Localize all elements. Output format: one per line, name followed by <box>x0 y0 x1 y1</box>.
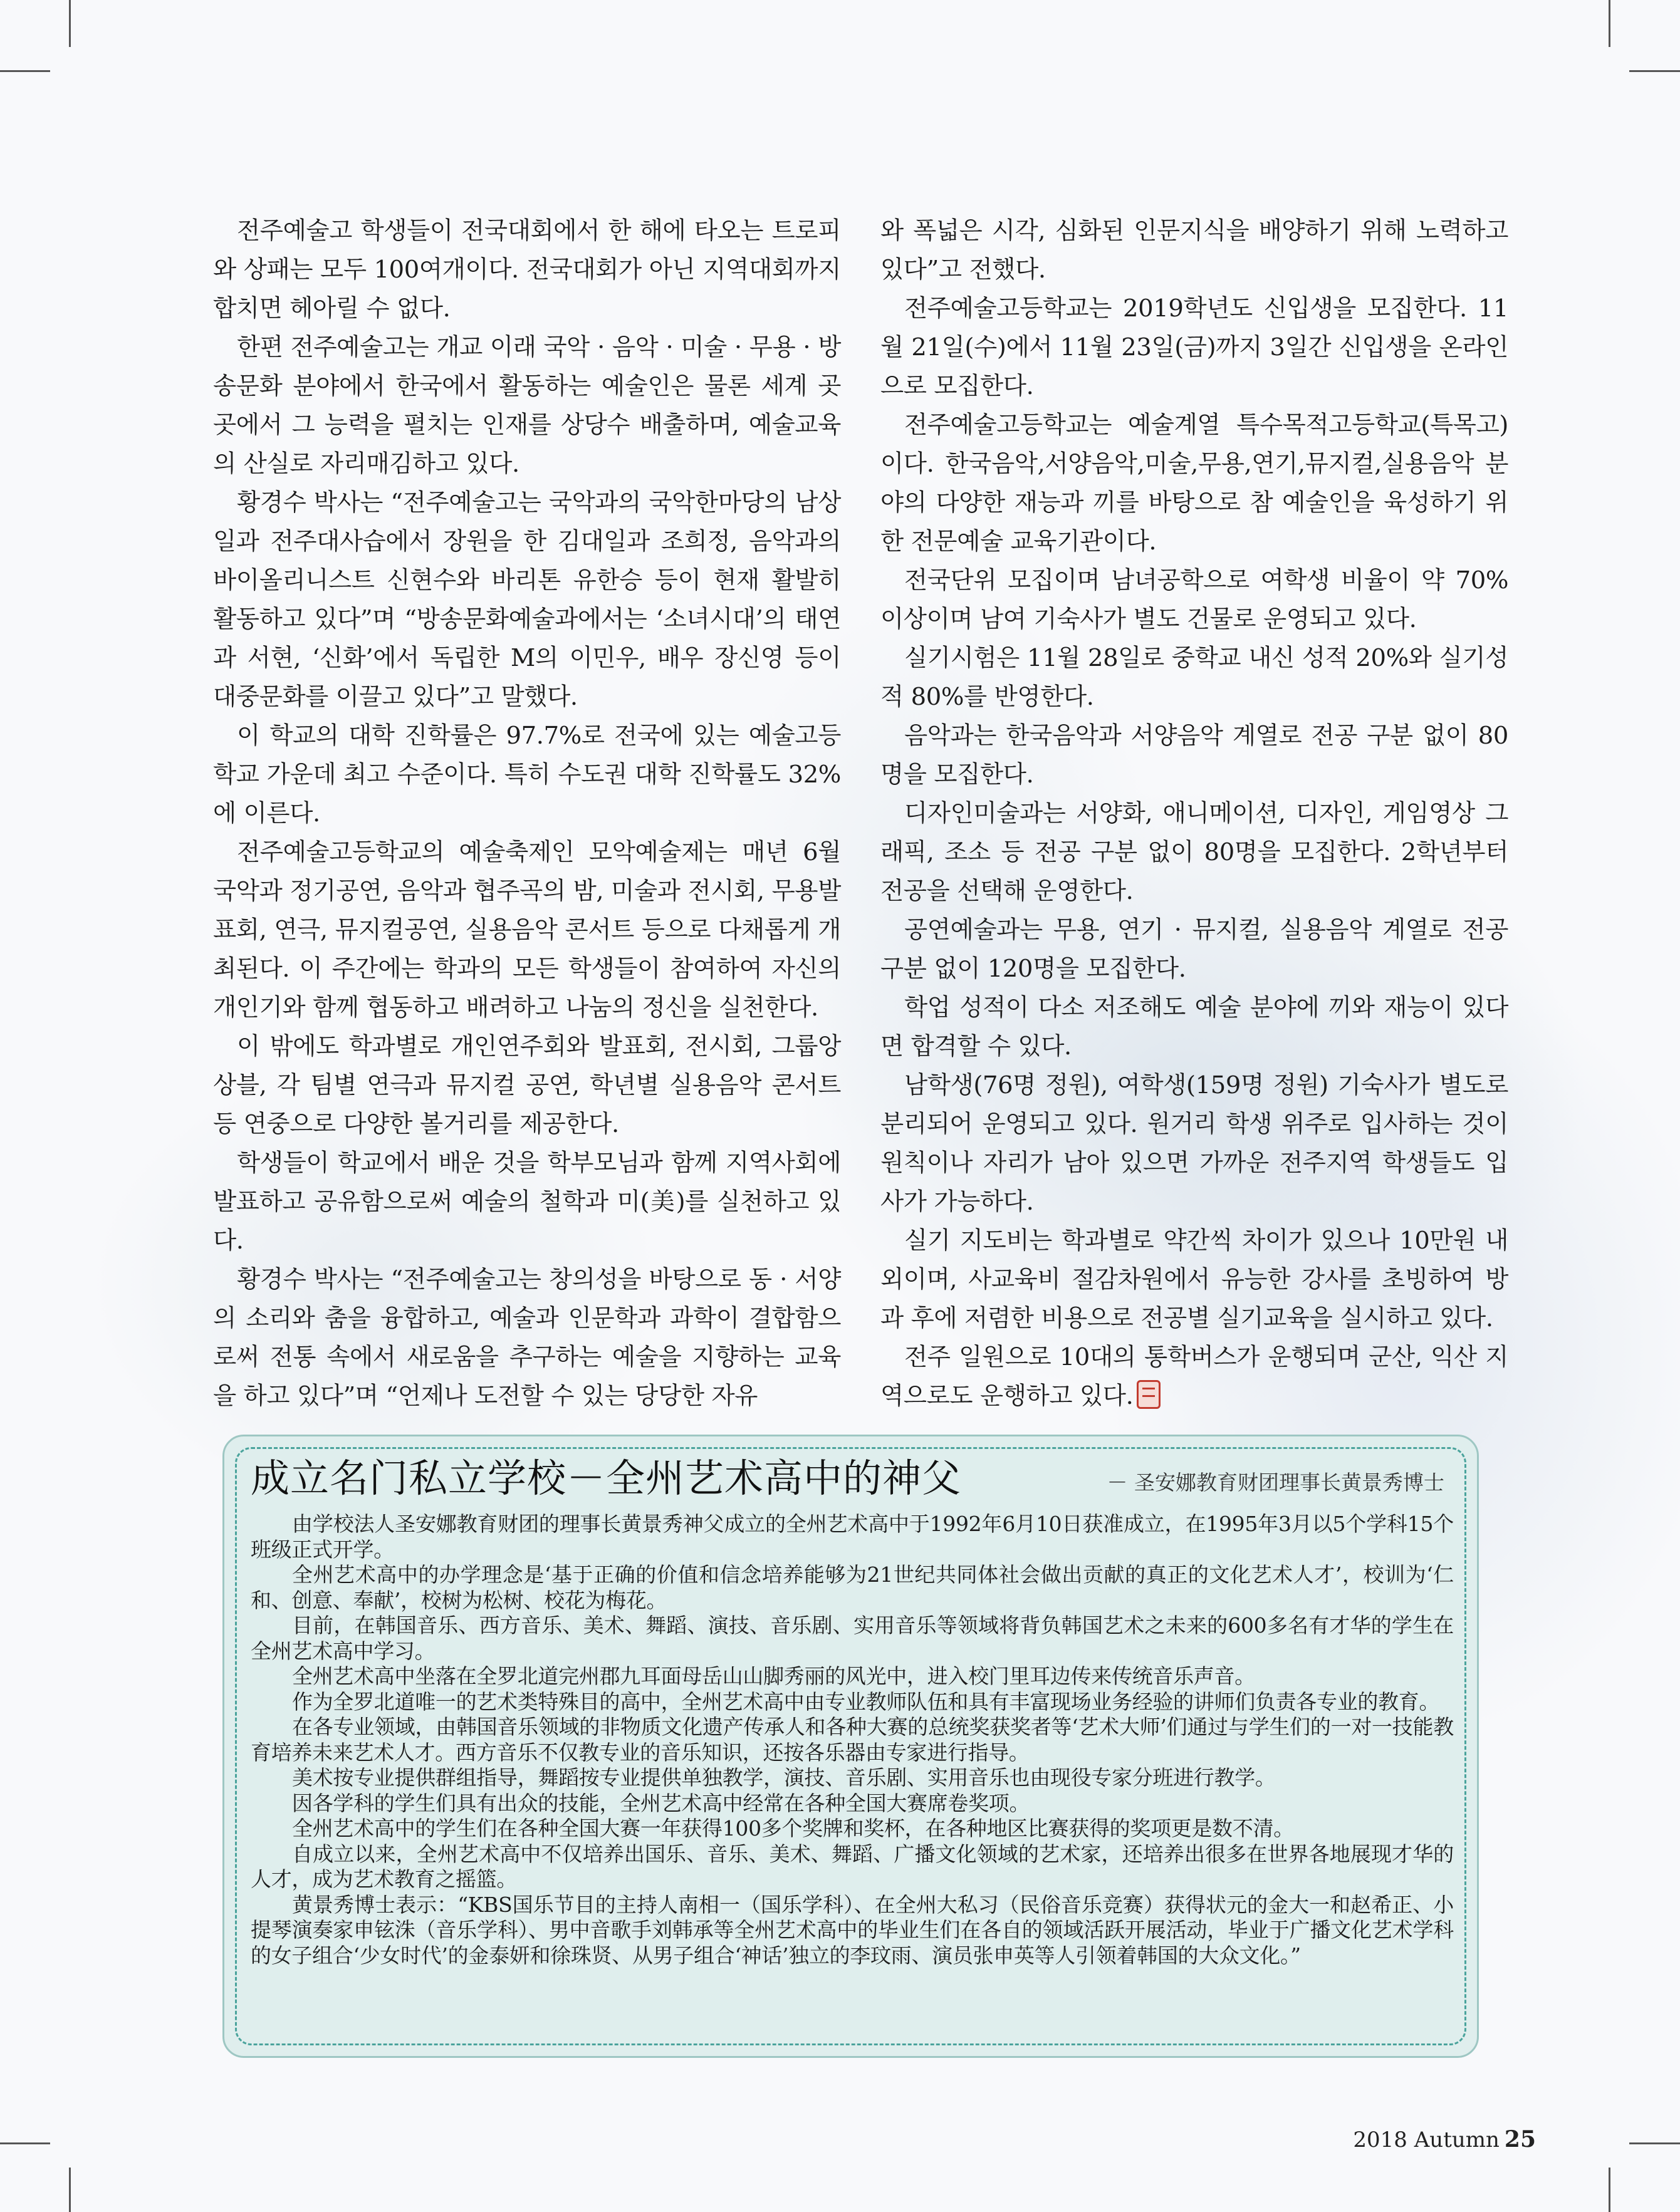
box-paragraph: 全州艺术高中坐落在全罗北道完州郡九耳面母岳山山脚秀丽的风光中，进入校门里耳边传来传统音乐声音。 <box>292 1664 1255 1688</box>
chinese-summary-box <box>222 1435 1479 2058</box>
crop-mark-bottom-left-v <box>69 2168 71 2212</box>
box-subtitle: － 圣安娜教育财团理事长黄景秀博士 <box>1107 1470 1444 1495</box>
paragraph: 황경수 박사는 “전주예술고는 국악과의 국악한마당의 남상일과 전주대사습에서 장원을 한 김대일과 조희정, 음악과의 바이올리니스트 신현수와 바리톤 유한승 등이 현재 활발히 활동하고 있다”며 “방송문화예술과에서는 ‘소녀시대’의 태연과 서현, ‘신화’에서 독립한 M의 이민우, 배우 장신영 등이 대중문화를 이끌고 있다”고 말했다. <box>213 489 841 711</box>
box-paragraph: 因各学科的学生们具有出众的技能，全州艺术高中经常在各种全国大赛席卷奖项。 <box>292 1790 1030 1815</box>
paragraph: 이 밖에도 학과별로 개인연주회와 발표회, 전시회, 그룹앙상블, 각 팀별 연극과 뮤지컬 공연, 학년별 실용음악 콘서트 등 연중으로 다양한 볼거리를 제공한다. <box>213 1032 841 1138</box>
crop-mark-top-right-h <box>1629 70 1680 72</box>
box-paragraph: 美术按专业提供群组指导，舞蹈按专业提供单独教学，演技、音乐剧、实用音乐也由现役专家分班进行教学。 <box>292 1765 1276 1790</box>
page-number: 25 <box>1504 2126 1536 2152</box>
paragraph: 남학생(76명 정원), 여학생(159명 정원) 기숙사가 별도로 분리되어 운영되고 있다. 원거리 학생 위주로 입사하는 것이 원칙이나 자리가 남아 있으면 가까운 전주지역 학생들도 입사가 가능하다. <box>880 1071 1508 1216</box>
paragraph: 전국단위 모집이며 남녀공학으로 여학생 비율이 약 70% 이상이며 남여 기숙사가 별도 건물로 운영되고 있다. <box>880 566 1508 633</box>
paragraph: 디자인미술과는 서양화, 애니메이션, 디자인, 게임영상 그래픽, 조소 등 전공 구분 없이 80명을 모집한다. 2학년부터 전공을 선택해 운영한다. <box>880 799 1508 905</box>
paragraph: 음악과는 한국음악과 서양음악 계열로 전공 구분 없이 80명을 모집한다. <box>880 722 1508 789</box>
box-paragraph: 全州艺术高中的办学理念是‘基于正确的价值和信念培养能够为21世纪共同体社会做出贡献的真正的文化艺术人才’，校训为‘仁和、创意、奉献’，校树为松树、校花为梅花。 <box>251 1562 1454 1612</box>
box-paragraph: 目前，在韩国音乐、西方音乐、美术、舞蹈、演技、音乐剧、实用音乐等领域将背负韩国艺术之未来的600多名有才华的学生在全州艺术高中学习。 <box>251 1613 1454 1663</box>
crop-mark-bottom-left-h <box>0 2142 50 2144</box>
crop-mark-bottom-right-v <box>1609 2168 1610 2212</box>
paragraph: 학생들이 학교에서 배운 것을 학부모님과 함께 지역사회에 발표하고 공유함으로써 예술의 철학과 미(美)를 실천하고 있다. <box>213 1149 841 1255</box>
paragraph: 한편 전주예술고는 개교 이래 국악 · 음악 · 미술 · 무용 · 방송문화 분야에서 한국에서 활동하는 예술인은 물론 세계 곳곳에서 그 능력을 펼치는 인재를 상당수 배출하며, 예술교육의 산실로 자리매김하고 있다. <box>213 333 841 478</box>
paragraph: 전주예술고등학교는 예술계열 특수목적고등학교(특목고)이다. 한국음악,서양음악,미술,무용,연기,뮤지컬,실용음악 분야의 다양한 재능과 끼를 바탕으로 참 예술인을 육성하기 위한 전문예술 교육기관이다. <box>880 411 1508 556</box>
paragraph: 와 폭넓은 시각, 심화된 인문지식을 배양하기 위해 노력하고 있다”고 전했다. <box>880 217 1508 284</box>
paragraph: 실기시험은 11월 28일로 중학교 내신 성적 20%와 실기성적 80%를 반영한다. <box>880 644 1508 711</box>
paragraph: 이 학교의 대학 진학률은 97.7%로 전국에 있는 예술고등학교 가운데 최고 수준이다. 특히 수도권 대학 진학률도 32%에 이른다. <box>213 722 841 828</box>
paragraph: 실기 지도비는 학과별로 약간씩 차이가 있으나 10만원 내외이며, 사교육비 절감차원에서 유능한 강사를 초빙하여 방과 후에 저렴한 비용으로 전공별 실기교육을 실시하고 있다. <box>880 1227 1508 1332</box>
article-right-column <box>880 212 1508 1416</box>
box-title: 成立名门私立学校－全州艺术高中的神父 <box>251 1455 962 1501</box>
box-paragraph: 在各专业领域，由韩国音乐领域的非物质文化遗产传承人和各种大赛的总统奖获奖者等‘艺术大师’们通过与学生们的一对一技能教育培养未来艺术人才。西方音乐不仅教专业的音乐知识，还按各乐器由专家进行指导。 <box>251 1715 1454 1765</box>
paragraph: 전주예술고등학교의 예술축제인 모악예술제는 매년 6월 국악과 정기공연, 음악과 협주곡의 밤, 미술과 전시회, 무용발표회, 연극, 뮤지컬공연, 실용음악 콘서트 등으로 다채롭게 개최된다. 이 주간에는 학과의 모든 학생들이 참여하여 자신의 개인기와 함께 협동하고 배려하고 나눔의 정신을 실천한다. <box>213 838 841 1022</box>
page-footer <box>1353 2127 1536 2152</box>
crop-mark-top-left-h <box>0 70 50 72</box>
article-left-column <box>213 212 841 1416</box>
box-paragraph: 全州艺术高中的学生们在各种全国大赛一年获得100多个奖牌和奖杯，在各种地区比赛获得的奖项更是数不清。 <box>292 1816 1294 1841</box>
paragraph-last <box>880 1338 1508 1416</box>
paragraph: 황경수 박사는 “전주예술고는 창의성을 바탕으로 동 · 서양의 소리와 춤을 융합하고, 예술과 인문학과 과학이 결합함으로써 전통 속에서 새로움을 추구하는 예술을 지향하는 교육을 하고 있다”며 “언제나 도전할 수 있는 당당한 자유 <box>213 1265 841 1410</box>
paragraph: 전주예술고등학교는 2019학년도 신입생을 모집한다. 11월 21일(수)에서 11월 23일(금)까지 3일간 신입생을 온라인으로 모집한다. <box>880 294 1508 400</box>
paragraph: 공연예술과는 무용, 연기 · 뮤지컬, 실용음악 계열로 전공 구분 없이 120명을 모집한다. <box>880 916 1508 983</box>
box-paragraph: 作为全罗北道唯一的艺术类特殊目的高中，全州艺术高中由专业教师队伍和具有丰富现场业务经验的讲师们负责各专业的教育。 <box>292 1689 1440 1714</box>
crop-mark-top-left-v <box>69 0 71 47</box>
issue-label: 2018 Autumn <box>1353 2127 1500 2152</box>
paragraph: 학업 성적이 다소 저조해도 예술 분야에 끼와 재능이 있다면 합격할 수 있다. <box>880 994 1508 1061</box>
box-paragraph: 自成立以来，全州艺术高中不仅培养出国乐、音乐、美术、舞蹈、广播文化领域的艺术家，还培养出很多在世界各地展现才华的人才，成为艺术教育之摇篮。 <box>251 1841 1454 1891</box>
paragraph: 전주예술고 학생들이 전국대회에서 한 해에 타오는 트로피와 상패는 모두 100여개이다. 전국대회가 아닌 지역대회까지 합치면 헤아릴 수 없다. <box>213 217 841 323</box>
end-seal-icon <box>1137 1380 1161 1409</box>
paragraph-text: 전주 일원으로 10대의 통학버스가 운행되며 군산, 익산 지역으로도 운행하고 있다. <box>880 1343 1508 1410</box>
box-paragraph: 黄景秀博士表示：“KBS国乐节目的主持人南相一（国乐学科）、在全州大私习（民俗音乐竞赛）获得状元的金大一和赵希正、小提琴演奏家申铉洙（音乐学科）、男中音歌手刘韩承等全州艺术高中的毕业生们在各自的领域活跃开展活动，毕业于广播文化艺术学科的女子组合‘少女时代’的金泰妍和徐珠贤、从男子组合‘神话’独立的李玟雨、演员张申英等人引领着韩国的大众文化。” <box>251 1892 1454 1968</box>
box-body <box>251 1512 1454 1968</box>
crop-mark-top-right-v <box>1609 0 1610 47</box>
crop-mark-bottom-right-h <box>1629 2142 1680 2144</box>
box-paragraph: 由学校法人圣安娜教育财团的理事长黄景秀神父成立的全州艺术高中于1992年6月10日获准成立，在1995年3月以5个学科15个班级正式开学。 <box>251 1512 1454 1562</box>
